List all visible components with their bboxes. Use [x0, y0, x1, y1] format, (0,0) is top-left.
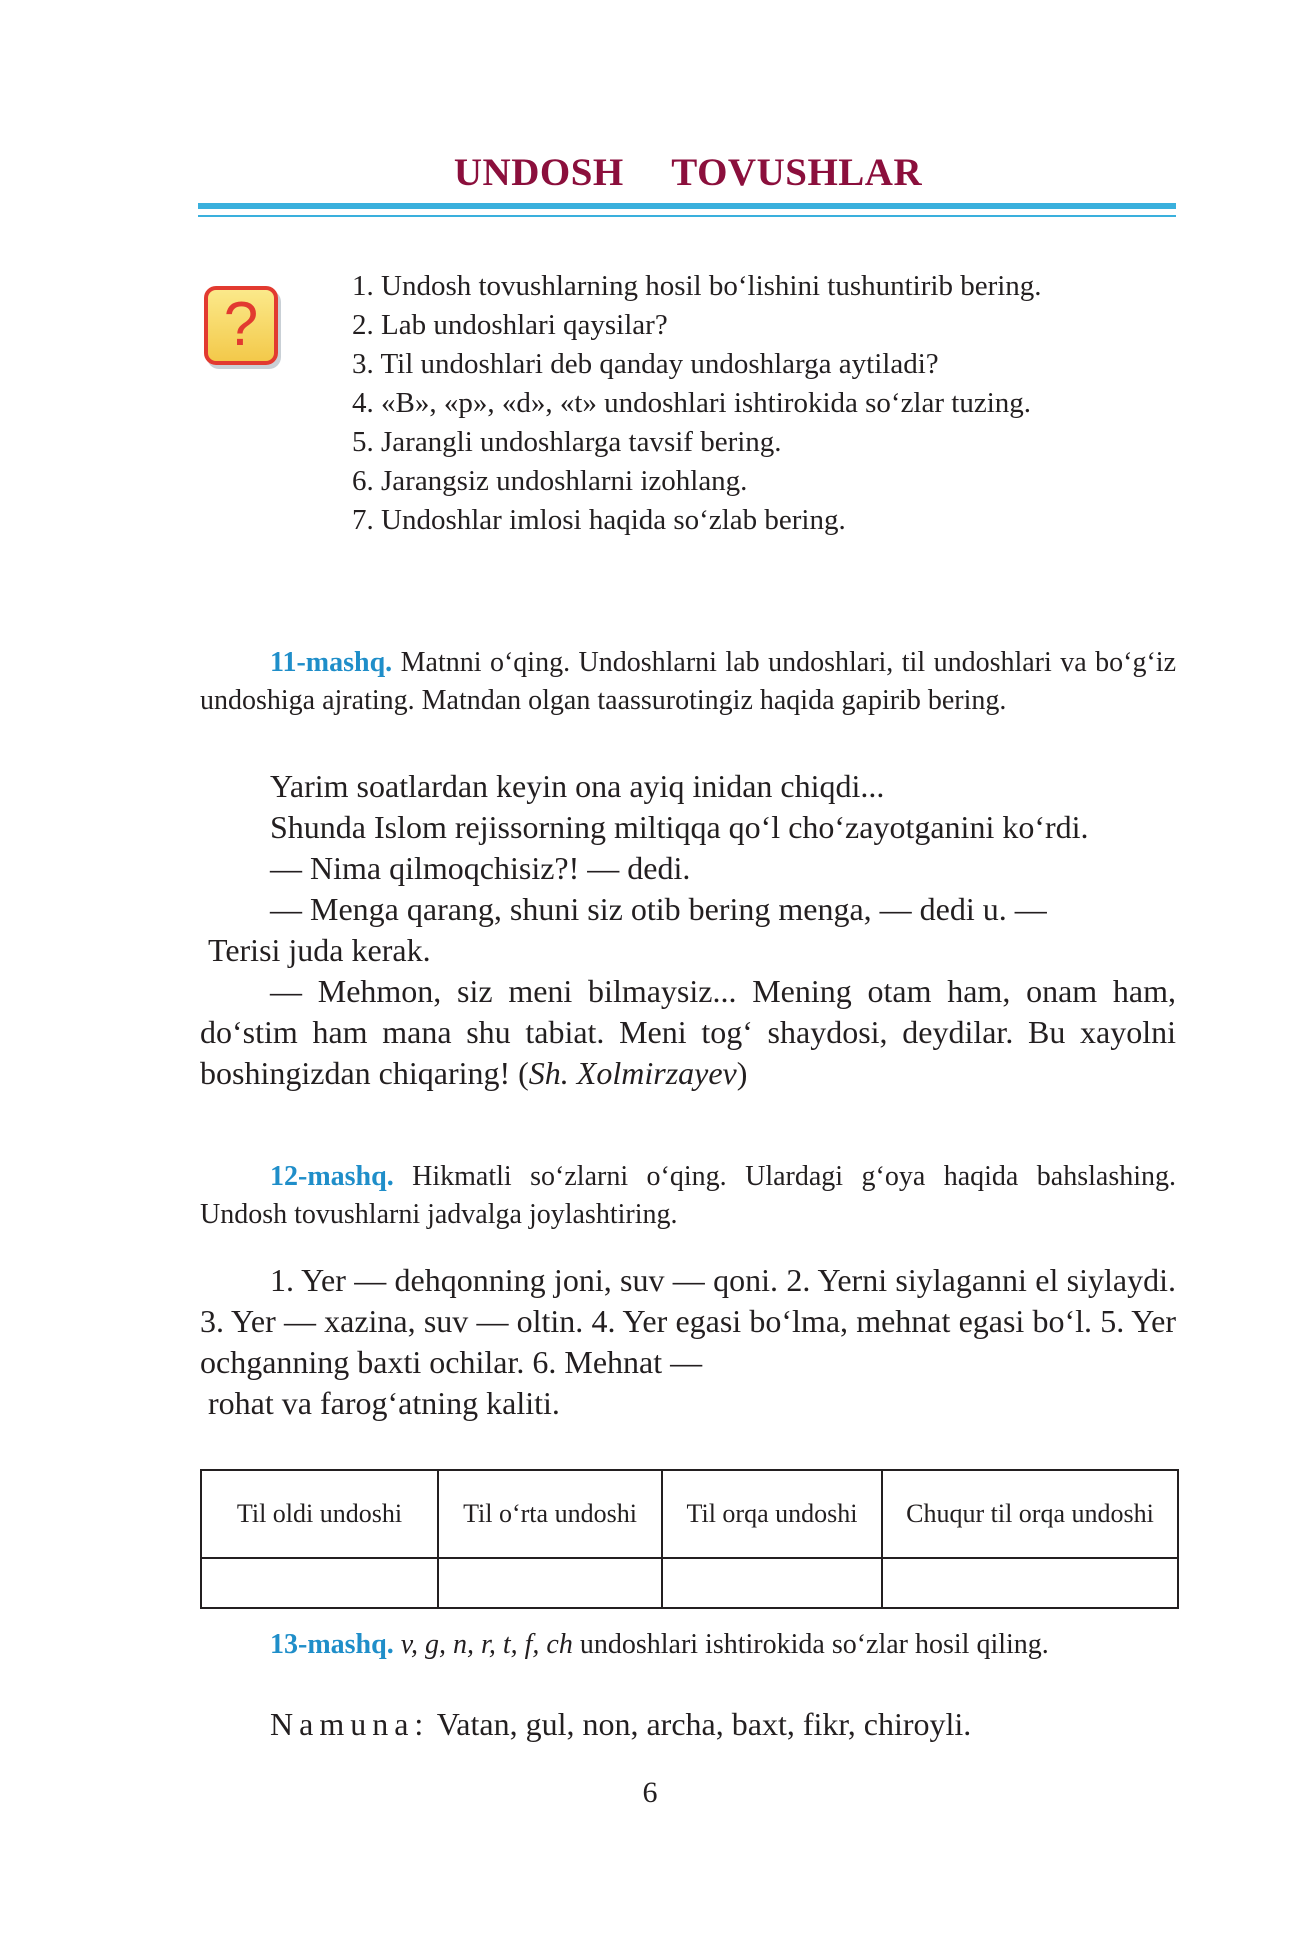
- consonant-table: [200, 1469, 1179, 1609]
- page-number: 6: [642, 1776, 658, 1809]
- story-paragraph: Shunda Islom rejissorning miltiqqa qo‘l cho‘zayotganini ko‘rdi.: [270, 809, 1089, 845]
- example-label: Namuna:: [270, 1706, 430, 1742]
- question-item: 5. Jarangli undoshlarga tavsif bering.: [352, 426, 782, 458]
- story-paragraph: Terisi juda kerak.: [208, 932, 431, 968]
- question-mark-symbol: ?: [223, 290, 259, 359]
- exercise-13-label: 13-mashq.: [270, 1629, 394, 1660]
- proverbs-paragraph-end: rohat va farog‘atning kaliti.: [208, 1385, 560, 1421]
- story-text-span: — Mehmon, siz meni bilmaysiz... Mening otam ham, onam ham, do‘stim ham mana shu tabiat. Meni tog‘ shaydosi, deydilar. Bu xayolni boshingizdan chiqaring! (: [200, 973, 1176, 1091]
- exercise-13-letters: v, g, n, r, t, f, ch: [393, 1629, 573, 1660]
- exercise-12-text: Hikmatli so‘zlarni o‘qing. Ulardagi g‘oya haqida bahslashing. Undosh tovushlarni jadvalga joylashtiring.: [200, 1161, 1176, 1230]
- proverbs-paragraph: 1. Yer — dehqonning joni, suv — qoni. 2. Yerni siylaganni el siylaydi. 3. Yer — xazina, suv — oltin. 4. Yer egasi bo‘lma, mehnat egasi bo‘l. 5. Yer ochganning baxti ochilar. 6. Mehnat —: [200, 1262, 1176, 1380]
- table-header-cell: Til o‘rta undoshi: [438, 1470, 662, 1558]
- table-cell: [882, 1558, 1178, 1608]
- table-cell: [662, 1558, 882, 1608]
- question-item: 2. Lab undoshlari qaysilar?: [352, 309, 668, 341]
- story-text: [200, 766, 1176, 1094]
- table-cell: [201, 1558, 438, 1608]
- question-item: 6. Jarangsiz undoshlarni izohlang.: [352, 465, 748, 497]
- exercise-12: [200, 1158, 1176, 1234]
- story-paragraph: — Nima qilmoqchisiz?! — dedi.: [270, 850, 691, 886]
- table-header-row: [201, 1470, 1178, 1558]
- example-line: [200, 1704, 1176, 1745]
- exercise-11-text: Matnni o‘qing. Undoshlarni lab undoshlari, til undoshlari va bo‘g‘iz undoshiga ajrating. Matndan olgan taassurotingiz haqida gapirib bering.: [200, 647, 1176, 716]
- exercise-11-label: 11-mashq.: [270, 647, 393, 678]
- question-item: 7. Undoshlar imlosi haqida so‘zlab bering.: [352, 504, 846, 536]
- proverbs-text: [200, 1260, 1176, 1424]
- exercise-13-text: undoshlari ishtirokida so‘zlar hosil qiling.: [572, 1629, 1049, 1660]
- story-close: ): [736, 1055, 748, 1091]
- table-row: [201, 1558, 1178, 1608]
- table-header-cell: Til oldi undoshi: [201, 1470, 438, 1558]
- story-paragraph: — Menga qarang, shuni siz otib bering menga, — dedi u. —: [270, 891, 1047, 927]
- exercise-13: [200, 1626, 1176, 1664]
- exercise-11: [200, 644, 1176, 720]
- page-title: UNDOSH TOVUSHLAR: [453, 151, 923, 194]
- question-item: 1. Undosh tovushlarning hosil bo‘lishini tushuntirib bering.: [352, 270, 1042, 302]
- story-author: Sh. Xolmirzayev: [528, 1055, 737, 1091]
- story-paragraph-last: [200, 971, 1176, 1094]
- title-rule-thick: [198, 203, 1176, 209]
- table-header-cell: Til orqa undoshi: [662, 1470, 882, 1558]
- table-header-cell: Chuqur til orqa undoshi: [882, 1470, 1178, 1558]
- story-paragraph: Yarim soatlardan keyin ona ayiq inidan chiqdi...: [270, 768, 885, 804]
- table-cell: [438, 1558, 662, 1608]
- title-rule-thin: [198, 215, 1176, 217]
- exercise-12-label: 12-mashq.: [270, 1161, 394, 1192]
- question-item: 3. Til undoshlari deb qanday undoshlarga aytiladi?: [352, 348, 939, 380]
- example-text: Vatan, gul, non, archa, baxt, fikr, chiroyli.: [429, 1706, 972, 1742]
- example-paragraph: [200, 1704, 1176, 1745]
- question-mark-icon: [204, 286, 278, 365]
- question-item: 4. «B», «p», «d», «t» undoshlari ishtirokida so‘zlar tuzing.: [352, 387, 1032, 419]
- questions-list: [352, 267, 1178, 540]
